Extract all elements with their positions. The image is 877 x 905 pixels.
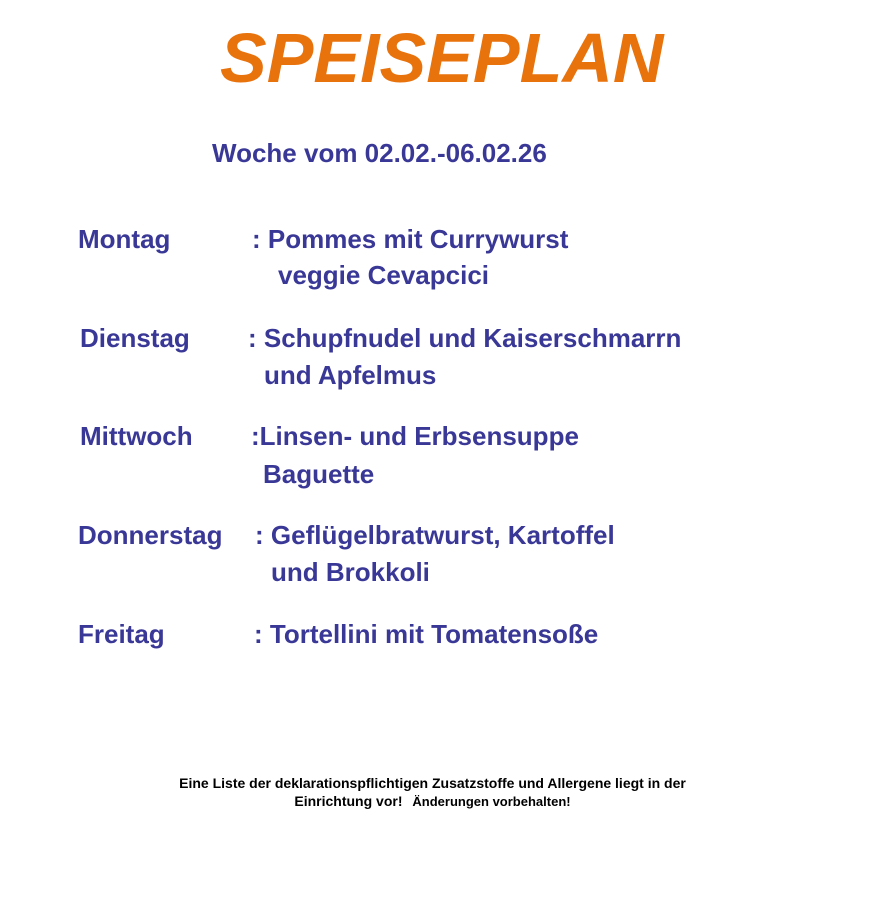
meal-monday-line1: : Pommes mit Currywurst: [252, 224, 569, 254]
meal-tuesday-line2: und Apfelmus: [264, 360, 437, 390]
page-title: SPEISEPLAN: [220, 19, 664, 97]
meal-monday-line2: veggie Cevapcici: [278, 260, 489, 290]
footer-note-line1: Eine Liste der deklarationspflichtigen Zusatzstoffe und Allergene liegt in der: [179, 775, 686, 791]
week-range: Woche vom 02.02.-06.02.26: [212, 138, 547, 168]
day-label-friday: Freitag: [78, 619, 165, 649]
day-label-wednesday: Mittwoch: [80, 421, 193, 451]
meal-thursday-line2: und Brokkoli: [271, 557, 430, 587]
meal-wednesday-line2: Baguette: [263, 459, 375, 489]
day-label-monday: Montag: [78, 224, 171, 254]
footer-note-part-a: Einrichtung vor!: [294, 793, 403, 809]
meal-tuesday-line1: : Schupfnudel und Kaiserschmarrn: [248, 323, 682, 353]
meal-thursday-line1: : Geflügelbratwurst, Kartoffel: [255, 520, 615, 550]
day-label-tuesday: Dienstag: [80, 323, 190, 353]
day-label-thursday: Donnerstag: [78, 520, 223, 550]
meal-friday-line1: : Tortellini mit Tomatensoße: [254, 619, 599, 649]
meal-wednesday-line1: :Linsen- und Erbsensuppe: [251, 421, 579, 451]
footer-note-part-b: Änderungen vorbehalten!: [412, 794, 571, 809]
footer-note-line2: [0, 793, 865, 809]
